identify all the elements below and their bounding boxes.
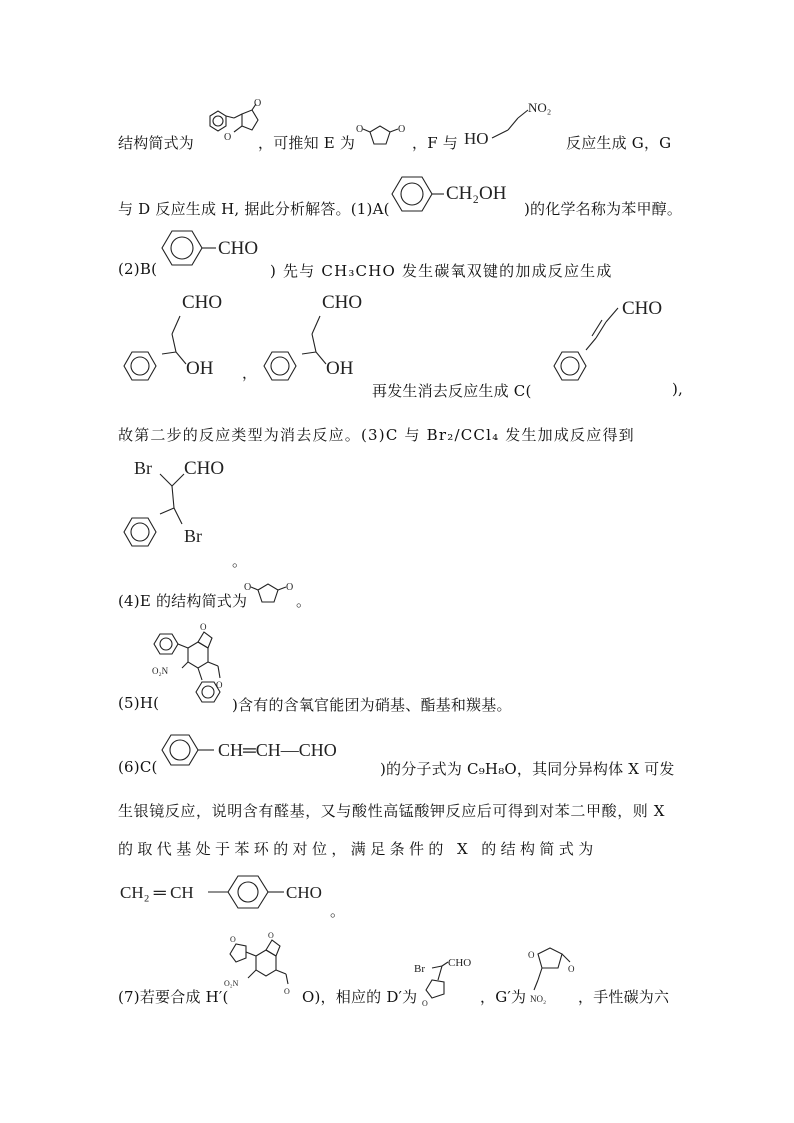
structure-x-vinylbenzaldehyde bbox=[118, 868, 338, 916]
label-o2n: O₂N bbox=[224, 979, 239, 988]
structure-e-dione-2 bbox=[244, 578, 300, 608]
label-o: O bbox=[286, 582, 294, 593]
structure-cinnamaldehyde bbox=[546, 294, 686, 398]
structure-benzaldehyde bbox=[156, 228, 276, 278]
text-line-7a: (4)E 的结构简式为 bbox=[118, 592, 248, 610]
label-br: Br bbox=[134, 458, 152, 478]
label-o: O bbox=[244, 582, 252, 593]
label-o: O bbox=[200, 622, 207, 632]
text-line-4a: ， bbox=[242, 364, 258, 382]
text-line-3a: (2)B( bbox=[118, 260, 158, 278]
label-cho: CHO bbox=[322, 292, 363, 313]
label-no2: NO₂ bbox=[530, 994, 547, 1004]
structure-h-polycycle bbox=[150, 618, 240, 718]
text-line-2b: )的化学名称为苯甲醇。 bbox=[524, 200, 683, 218]
label-o: O bbox=[568, 964, 575, 974]
text-line-3b: ) 先与 CH₃CHO 发生碳氧双键的加成反应生成 bbox=[270, 262, 613, 280]
structure-aldol-product-2 bbox=[256, 290, 376, 390]
text-line-4c: ), bbox=[672, 380, 684, 398]
label-o: O bbox=[268, 931, 274, 940]
text-line-1d: 反应生成 G，G bbox=[566, 134, 672, 152]
structure-g-prime bbox=[524, 940, 584, 1010]
label-oh: OH bbox=[326, 358, 354, 379]
text-line-13d: ，手性碳为六 bbox=[578, 988, 670, 1006]
label-o: O bbox=[230, 935, 236, 944]
label-ch2-ch: CH₂ ═ CH bbox=[120, 883, 194, 902]
text-line-13c: ，G′为 bbox=[480, 988, 527, 1006]
label-ch2oh: CH₂OH bbox=[446, 183, 507, 204]
text-line-1c: ，F 与 bbox=[412, 134, 458, 152]
text-line-7b: 。 bbox=[296, 592, 312, 610]
text-line-9b: )的分子式为 C₉H₈O，其同分异构体 X 可发 bbox=[380, 760, 675, 778]
label-o2n: O₂N bbox=[152, 666, 169, 676]
text-line-6: 。 bbox=[232, 552, 248, 570]
label-no2: NO₂ bbox=[528, 100, 552, 115]
label-oh: OH bbox=[186, 358, 214, 379]
label-o: O bbox=[254, 98, 262, 109]
label-cho: CHO bbox=[182, 292, 223, 313]
label-cho: CHO bbox=[286, 883, 322, 902]
structure-f-nitroethanol bbox=[462, 94, 572, 154]
label-o: O bbox=[356, 124, 364, 135]
label-ho: HO bbox=[464, 129, 489, 148]
structure-aldol-product-1 bbox=[118, 290, 238, 390]
label-cho: CHO bbox=[184, 458, 225, 479]
text-line-8a: (5)H( bbox=[118, 694, 160, 712]
text-line-13a: (7)若要合成 H′( bbox=[118, 988, 229, 1006]
text-line-5: 故第二步的反应类型为消去反应。(3)C 与 Br₂/CCl₄ 发生加成反应得到 bbox=[118, 426, 635, 444]
label-o: O bbox=[216, 680, 223, 690]
label-o: O bbox=[398, 124, 406, 135]
text-line-1b: ，可推知 E 为 bbox=[258, 134, 356, 152]
structure-benzyl-alcohol bbox=[384, 168, 524, 218]
text-line-11: 的取代基处于苯环的对位，满足条件的 X 的结构简式为 bbox=[118, 840, 598, 858]
label-br: Br bbox=[184, 526, 202, 546]
text-line-4b: 再发生消去反应生成 C( bbox=[372, 382, 532, 400]
text-line-12: 。 bbox=[330, 902, 346, 920]
text-line-2a: 与 D 反应生成 H, 据此分析解答。(1)A( bbox=[118, 200, 390, 218]
structure-dibromide bbox=[118, 452, 248, 558]
text-line-10: 生银镜反应，说明含有醛基，又与酸性高锰酸钾反应后可得到对苯二甲酸，则 X bbox=[118, 802, 666, 820]
structure-cinnamaldehyde-linear bbox=[156, 732, 386, 778]
text-line-1a: 结构简式为 bbox=[118, 134, 195, 152]
text-line-8b: )含有的含氧官能团为硝基、酯基和羰基。 bbox=[232, 696, 512, 714]
structure-e-dione bbox=[356, 118, 412, 152]
label-cho: CHO bbox=[218, 238, 259, 259]
text-line-13b: O)，相应的 D′为 bbox=[302, 988, 418, 1006]
label-ch-ch-cho: CH═CH—CHO bbox=[218, 740, 337, 760]
label-o: O bbox=[528, 950, 535, 960]
structure-h-prime bbox=[224, 928, 314, 1004]
structure-d-prime bbox=[412, 952, 482, 1008]
label-br: Br bbox=[414, 963, 425, 975]
label-o: O bbox=[284, 987, 290, 996]
text-line-9a: (6)C( bbox=[118, 758, 158, 776]
label-o: O bbox=[422, 999, 428, 1008]
label-cho: CHO bbox=[448, 957, 472, 969]
label-cho: CHO bbox=[622, 298, 663, 319]
label-o: O bbox=[224, 132, 232, 143]
